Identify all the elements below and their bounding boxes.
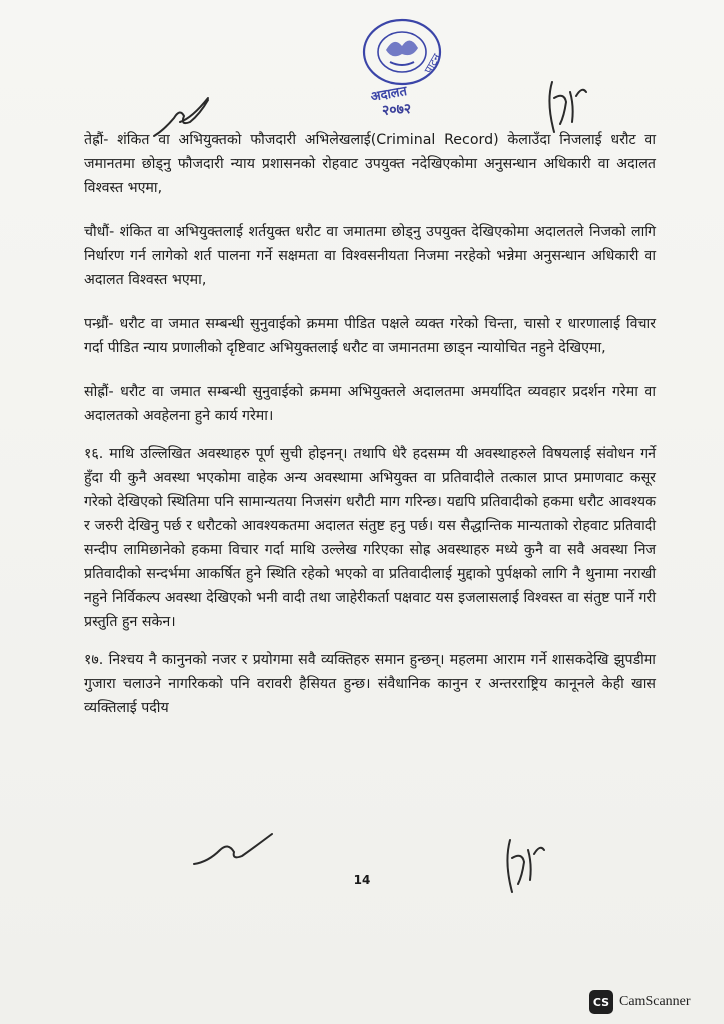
paragraph-13: तेह्रौं- शंकित वा अभियुक्तको फौजदारी अभिलेखलाई(Criminal Record) केलाउँदा निजलाई धरौट वा जमानतमा छोड्नु फौजदारी न्याय प्रशासनको रोहवाट उपयुक्त नदेखिएकोमा अनुसन्धान अधिकारी वा अदालत विश्वस्त भएमा, [84,132,656,196]
section-17-paragraph: १७. निश्चय नै कानुनको नजर र प्रयोगमा सवै व्यक्तिहरु समान हुन्छन्। महलमा आराम गर्ने शासकदेखि झुपडीमा गुजारा चलाउने नागरिकको पनि वरावरी हैसियत हुन्छ। संवैधानिक कानुन र अन्तरराष्ट्रिय कानूनले केही खास व्यक्तिलाई पदीय [84,652,656,716]
camscanner-logo-icon: CS [589,990,613,1014]
page-number: 14 [353,873,371,887]
paragraph-16: सोह्रौं- धरौट वा जमात सम्बन्धी सुनुवाईको क्रममा अभियुक्तले अदालतमा अमर्यादित व्यवहार प्रदर्शन गरेमा वा अदालतको अवहेलना हुने कार्य गरेमा। [84,384,656,424]
camscanner-watermark [589,989,691,1015]
paragraph-14: चौधौं- शंकित वा अभियुक्तलाई शर्तयुक्त धरौट वा जमातमा छोड्नु उपयुक्त देखिएकोमा अदालतले निजको लागि निर्धारण गर्न लागेको शर्त पालना गर्ने सक्षमता वा विश्वसनीयता निजमा नरहेको भन्नेमा अनुसन्धान अधिकारी वा अदालत विश्वस्त भएमा, [84,224,656,288]
paragraph-15: पन्ध्रौं- धरौट वा जमात सम्बन्धी सुनुवाईको क्रममा पीडित पक्षले व्यक्त गरेको चिन्ता, चासो र धारणालाई विचार गर्दा पीडित न्याय प्रणालीको दृष्टिवाट अभियुक्तलाई धरौट वा जमानतमा छाड्न न्यायोचित नहुने देखिएमा, [84,316,656,356]
camscanner-label: CamScanner [619,994,691,1009]
svg-text:पाटन: पाटन [421,51,444,76]
svg-text:अदालत: अदालत [369,83,409,106]
handwritten-signature-bottom-left [190,828,280,872]
seal-year: २०७२ [381,101,412,119]
document-body [84,128,656,740]
section-16-paragraph: १६. माथि उल्लिखित अवस्थाहरु पूर्ण सुची होइनन्। तथापि धेरै हदसम्म यी अवस्थाहरुले विषयलाई संवोधन गर्ने हुँदा यी कुनै अवस्था भएकोमा वाहेक अन्य अवस्थामा अभियुक्त वा प्रतिवादीले तत्काल प्राप्त प्रमाणवाट कसूर गरेको देखिएको स्थितिमा पनि सामान्यतया निजसंग धरौटी माग गरिन्छ। यद्यपि प्रतिवादीको हकमा धरौट आवश्यक र जरुरी देखिनु पर्छ र धरौटको आवश्यकतमा अदालत संतुष्ट हनु पर्छ। यस सैद्धान्तिक मान्यताको रोहवाट प्रतिवादी सन्दीप लामिछानेको हकमा विचार गर्दा माथि उल्लेख गरिएका सोह्र अवस्थाहरु मध्ये कुनै वा सवै अवस्था निज प्रतिवादीको सन्दर्भमा आकर्षित हुने स्थिति रहेको भएको वा प्रतिवादीलाई मुद्दाको पुर्पक्षको लागि नै थुनामा नराखी नहुने निर्विकल्प अवस्था देखिएको भनी वादी तथा जाहेरीकर्ता पक्षवाट यस इजलासलाई विश्वस्त वा संतुष्ट पार्ने गरी प्रस्तुति हुन सकेन। [84,446,656,630]
handwritten-signature-bottom-right [498,836,548,896]
